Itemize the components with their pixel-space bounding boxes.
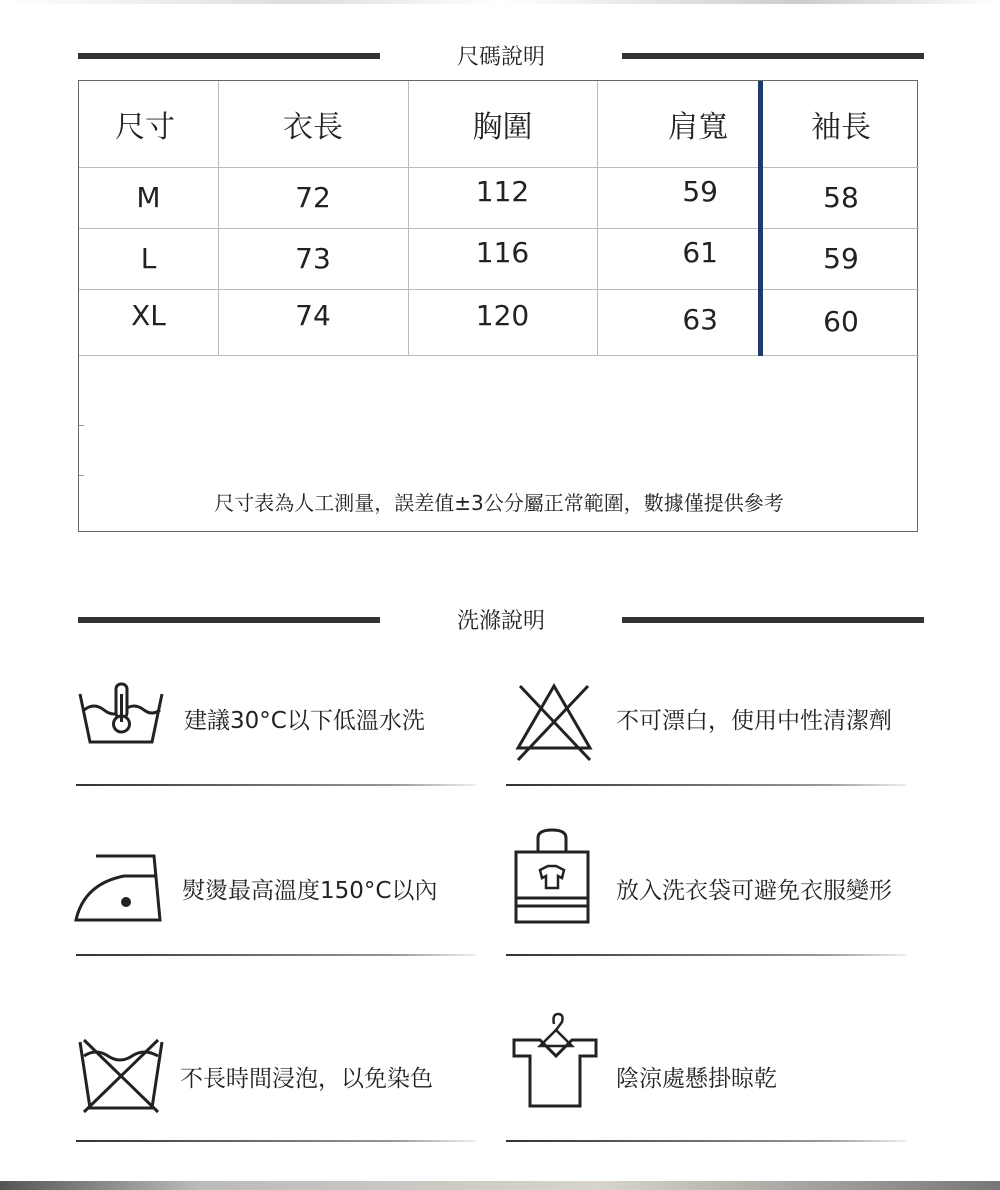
- header-chest: 胸圍: [472, 110, 533, 145]
- header-bar-left: [78, 53, 380, 59]
- table-cell: 120: [475, 299, 530, 332]
- no-soak-icon: [76, 1036, 166, 1116]
- item-separator: [506, 954, 906, 956]
- header-bar-left: [78, 617, 380, 623]
- margin-tick: [79, 425, 84, 426]
- size-section-header: [0, 36, 1000, 76]
- table-cell: 61: [682, 236, 718, 269]
- wash-item: [510, 1010, 910, 1092]
- wash-item: [512, 826, 942, 904]
- wash-30c-icon: [76, 680, 166, 752]
- wash-item-label: 建議30°C以下低溫水洗: [184, 708, 425, 734]
- header-bar-right: [622, 617, 924, 623]
- table-cell: 72: [295, 181, 331, 214]
- header-length: 衣長: [283, 110, 343, 145]
- header-shoulder: 肩寬: [668, 110, 728, 145]
- item-separator: [76, 1140, 476, 1142]
- table-cell: 60: [823, 305, 859, 338]
- margin-tick: [79, 475, 84, 476]
- header-bar-right: [622, 53, 924, 59]
- wash-item-label: 不可漂白，使用中性清潔劑: [616, 708, 892, 734]
- table-cell: L: [140, 242, 157, 275]
- size-section-title: 尺碼說明: [456, 45, 545, 70]
- item-separator: [76, 784, 476, 786]
- wash-item: [72, 850, 492, 910]
- iron-icon: [72, 850, 168, 926]
- item-separator: [76, 954, 476, 956]
- wash-item: [76, 1036, 496, 1096]
- table-cell: 58: [823, 181, 859, 214]
- table-cell: 74: [295, 299, 331, 332]
- wash-section-header: [0, 600, 1000, 640]
- wash-item: [76, 680, 476, 740]
- wash-section-title: 洗滌說明: [456, 609, 545, 634]
- table-cell: XL: [131, 299, 166, 332]
- size-note: 尺寸表為人工測量，誤差值±3公分屬正常範圍，數據僅提供參考: [214, 491, 784, 515]
- wash-item-label: 放入洗衣袋可避免衣服變形: [616, 878, 892, 904]
- wash-item-label: 不長時間浸泡，以免染色: [180, 1066, 433, 1092]
- header-sleeve: 袖長: [811, 110, 871, 145]
- wash-item: [512, 680, 932, 740]
- no-bleach-icon: [512, 680, 596, 764]
- header-size: 尺寸: [115, 110, 175, 145]
- item-separator: [506, 1140, 906, 1142]
- hang-dry-shade-icon: [510, 1010, 600, 1110]
- table-cell: 73: [295, 242, 331, 275]
- table-cell: 116: [475, 236, 530, 269]
- top-image-edge: [0, 0, 1000, 4]
- laundry-bag-icon: [512, 826, 592, 926]
- table-cell: 59: [823, 242, 859, 275]
- size-table: [78, 80, 918, 532]
- table-row-line: [79, 355, 919, 356]
- wash-item-label: 熨燙最高溫度150°C以內: [182, 878, 438, 904]
- table-cell: 59: [682, 175, 718, 208]
- table-cell: 63: [682, 303, 718, 336]
- wash-item-label: 陰涼處懸掛晾乾: [616, 1066, 777, 1092]
- bottom-image-edge: [0, 1181, 1000, 1190]
- item-separator: [506, 784, 906, 786]
- table-cell: M: [136, 181, 161, 214]
- table-cell: 112: [475, 175, 530, 208]
